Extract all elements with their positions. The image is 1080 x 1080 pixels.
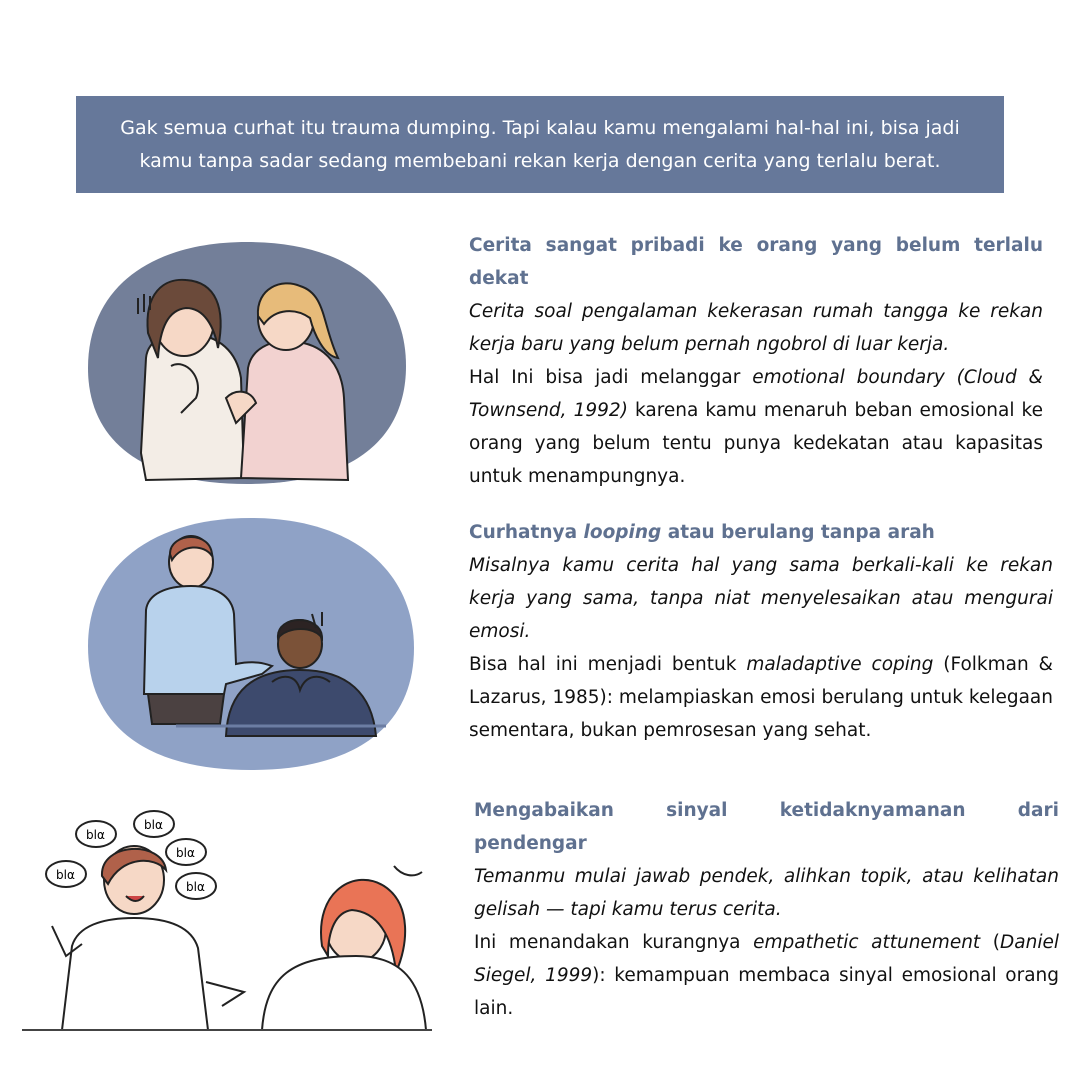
text-span: pendengar: [474, 833, 587, 854]
text-span: karena kamu menaruh beban emosional ke orang yang belum tentu punya kedekatan atau kapasitas untuk menampungnya.: [469, 400, 1043, 487]
text-span: Hal Ini bisa jadi melanggar: [469, 367, 753, 388]
bubble-text: blα: [86, 828, 105, 842]
section-1-example: Cerita soal pengalaman kekerasan rumah tangga ke rekan kerja baru yang belum pernah ngobrol di luar kerja.: [469, 301, 1043, 355]
bubble-text: blα: [176, 846, 195, 860]
section-2-title: [469, 516, 1053, 549]
section-looping: [469, 516, 1053, 747]
banner-line-1: Gak semua curhat itu trauma dumping. Tapi kalau kamu mengalami hal-hal ini, bisa jadi: [120, 116, 960, 139]
section-3-example: Temanmu mulai jawab pendek, alihkan topik, atau kelihatan gelisah — tapi kamu terus cerita.: [474, 866, 1059, 920]
section-3-title: [474, 794, 1059, 860]
bubble-text: blα: [186, 880, 205, 894]
text-span: Mengabaikan sinyal ketidaknyamanan dari: [474, 800, 1059, 821]
citation-italic: Daniel Siegel, 1999: [474, 932, 1059, 986]
text-span: Bisa hal ini menjadi bentuk: [469, 654, 747, 675]
bubble-text: blα: [144, 818, 163, 832]
text-span: Ini menandakan kurangnya: [474, 932, 754, 953]
text-span: atau berulang tanpa arah: [661, 522, 935, 543]
section-ignoring-signals: [474, 794, 1059, 1025]
title-italic: looping: [583, 522, 662, 543]
section-personal-story: [469, 229, 1043, 493]
text-span: (: [980, 932, 1001, 953]
bubble-text: blα: [56, 868, 75, 882]
banner-line-2: kamu tanpa sadar sedang membebani rekan kerja dengan cerita yang terlalu berat.: [139, 149, 941, 172]
section-1-title: Cerita sangat pribadi ke orang yang belum terlalu dekat: [469, 235, 1043, 289]
term-italic: maladaptive coping: [746, 654, 934, 675]
intro-banner: [76, 96, 1004, 193]
section-3-explanation: [474, 926, 1059, 1025]
text-span: Curhatnya: [469, 522, 584, 543]
illustration-comforting-women: [86, 238, 408, 488]
section-2-example: Misalnya kamu cerita hal yang sama berkali-kali ke rekan kerja yang sama, tanpa niat menyelesaikan atau mengurai emosi.: [469, 555, 1053, 642]
section-1-explanation: [469, 361, 1043, 493]
citation-italic: emotional boundary (Cloud & Townsend, 1992): [469, 367, 1043, 421]
illustration-comforting-men: [86, 514, 416, 774]
text-span: (Folkman & Lazarus, 1985): melampiaskan emosi berulang untuk kelegaan sementara, bukan pemrosesan yang sehat.: [469, 654, 1053, 741]
illustration-ignoring-signals: [22, 806, 432, 1046]
text-span: ): kemampuan membaca sinyal emosional orang lain.: [474, 965, 1060, 1019]
term-italic: empathetic attunement: [753, 932, 981, 953]
section-2-explanation: [469, 648, 1053, 747]
